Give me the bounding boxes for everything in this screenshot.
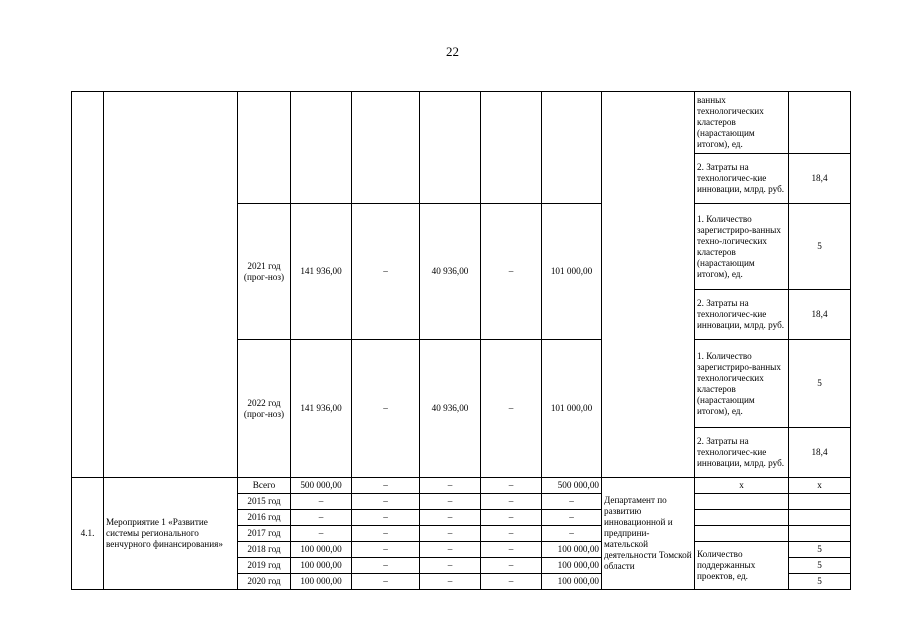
federal-cell: –	[352, 494, 420, 510]
year-cell: 2021 год (прог-ноз)	[238, 204, 291, 340]
local-cell: –	[481, 478, 542, 494]
year-cell: 2018 год	[238, 542, 291, 558]
indicator-blank	[695, 494, 789, 510]
total-cell: –	[291, 510, 352, 526]
indicator-value: x	[789, 478, 851, 494]
extra-budget-cell: 101 000,00	[542, 340, 602, 478]
indicator-value: 18,4	[789, 428, 851, 478]
regional-cell: –	[420, 526, 481, 542]
extra-budget-cell: –	[542, 494, 602, 510]
extra-budget-cell: 100 000,00	[542, 542, 602, 558]
measure-number: 4.1.	[72, 478, 104, 590]
year-cell: 2016 год	[238, 510, 291, 526]
regional-cell: –	[420, 542, 481, 558]
indicator-cell: 1. Количество зарегистриро-ванных технологических кластеров (нарастающим итогом), ед.	[695, 340, 789, 428]
executor-cell: Департамент по развитию инновационной и предприни-мательской деятельности Томской области	[602, 478, 695, 590]
regional-cell: 40 936,00	[420, 340, 481, 478]
cell-local-blank	[481, 92, 542, 204]
indicator-value-blank	[789, 92, 851, 154]
regional-cell: –	[420, 478, 481, 494]
local-cell: –	[481, 542, 542, 558]
indicator-cell: 2. Затраты на технологичес-кие инновации, млрд. руб.	[695, 154, 789, 204]
regional-cell: –	[420, 574, 481, 590]
year-cell: Всего	[238, 478, 291, 494]
cell-fed-blank	[352, 92, 420, 204]
federal-cell: –	[352, 558, 420, 574]
indicator-cell: Количество поддержанных проектов, ед.	[695, 542, 789, 590]
local-cell: –	[481, 494, 542, 510]
local-cell: –	[481, 526, 542, 542]
federal-cell: –	[352, 478, 420, 494]
regional-cell: –	[420, 510, 481, 526]
total-cell: –	[291, 526, 352, 542]
indicator-value-blank	[789, 510, 851, 526]
regional-cell: –	[420, 494, 481, 510]
indicator-cell: 2. Затраты на технологичес-кие инновации, млрд. руб.	[695, 428, 789, 478]
indicator-value: x	[695, 478, 789, 494]
indicator-value: 5	[789, 574, 851, 590]
total-cell: 500 000,00	[291, 478, 352, 494]
indicator-cell: 1. Количество зарегистриро-ванных техно-логических кластеров (нарастающим итогом), ед.	[695, 204, 789, 290]
local-cell: –	[481, 558, 542, 574]
indicator-value: 18,4	[789, 154, 851, 204]
indicator-blank	[695, 510, 789, 526]
cell-title-blank	[104, 92, 238, 478]
program-table	[71, 91, 851, 590]
year-cell: 2019 год	[238, 558, 291, 574]
extra-budget-cell: 100 000,00	[542, 574, 602, 590]
year-cell: 2022 год (прог-ноз)	[238, 340, 291, 478]
year-cell: 2015 год	[238, 494, 291, 510]
local-cell: –	[481, 340, 542, 478]
year-cell: 2020 год	[238, 574, 291, 590]
federal-cell: –	[352, 510, 420, 526]
local-cell: –	[481, 574, 542, 590]
cell-number-blank	[72, 92, 104, 478]
indicator-value: 5	[789, 340, 851, 428]
federal-cell: –	[352, 526, 420, 542]
indicator-blank	[695, 526, 789, 542]
extra-budget-cell: 101 000,00	[542, 204, 602, 340]
indicator-value: 5	[789, 542, 851, 558]
cell-extra-blank	[542, 92, 602, 204]
federal-cell: –	[352, 574, 420, 590]
federal-cell: –	[352, 340, 420, 478]
page-number: 22	[446, 44, 459, 59]
extra-budget-cell: 100 000,00	[542, 558, 602, 574]
indicator-cell: 2. Затраты на технологичес-кие инновации, млрд. руб.	[695, 290, 789, 340]
total-cell: 141 936,00	[291, 204, 352, 340]
cell-reg-blank	[420, 92, 481, 204]
federal-cell: –	[352, 542, 420, 558]
federal-cell: –	[352, 204, 420, 340]
extra-budget-cell: –	[542, 510, 602, 526]
year-cell: 2017 год	[238, 526, 291, 542]
cell-total-blank	[291, 92, 352, 204]
table-row	[72, 478, 851, 494]
local-cell: –	[481, 510, 542, 526]
total-cell: 141 936,00	[291, 340, 352, 478]
extra-budget-cell: –	[542, 526, 602, 542]
total-cell: 100 000,00	[291, 574, 352, 590]
extra-budget-cell: 500 000,00	[542, 478, 602, 494]
total-cell: 100 000,00	[291, 558, 352, 574]
total-cell: –	[291, 494, 352, 510]
regional-cell: –	[420, 558, 481, 574]
indicator-value-blank	[789, 526, 851, 542]
regional-cell: 40 936,00	[420, 204, 481, 340]
indicator-value: 5	[789, 558, 851, 574]
table-row	[72, 92, 851, 154]
total-cell: 100 000,00	[291, 542, 352, 558]
measure-title: Мероприятие 1 «Развитие системы регионального венчурного финансирования»	[104, 478, 238, 590]
indicator-value-blank	[789, 494, 851, 510]
indicator-cell: ванных технологических кластеров (нарастающим итогом), ед.	[695, 92, 789, 154]
local-cell: –	[481, 204, 542, 340]
indicator-value: 5	[789, 204, 851, 290]
cell-executor-blank	[602, 92, 695, 478]
indicator-value: 18,4	[789, 290, 851, 340]
cell-year-blank	[238, 92, 291, 204]
